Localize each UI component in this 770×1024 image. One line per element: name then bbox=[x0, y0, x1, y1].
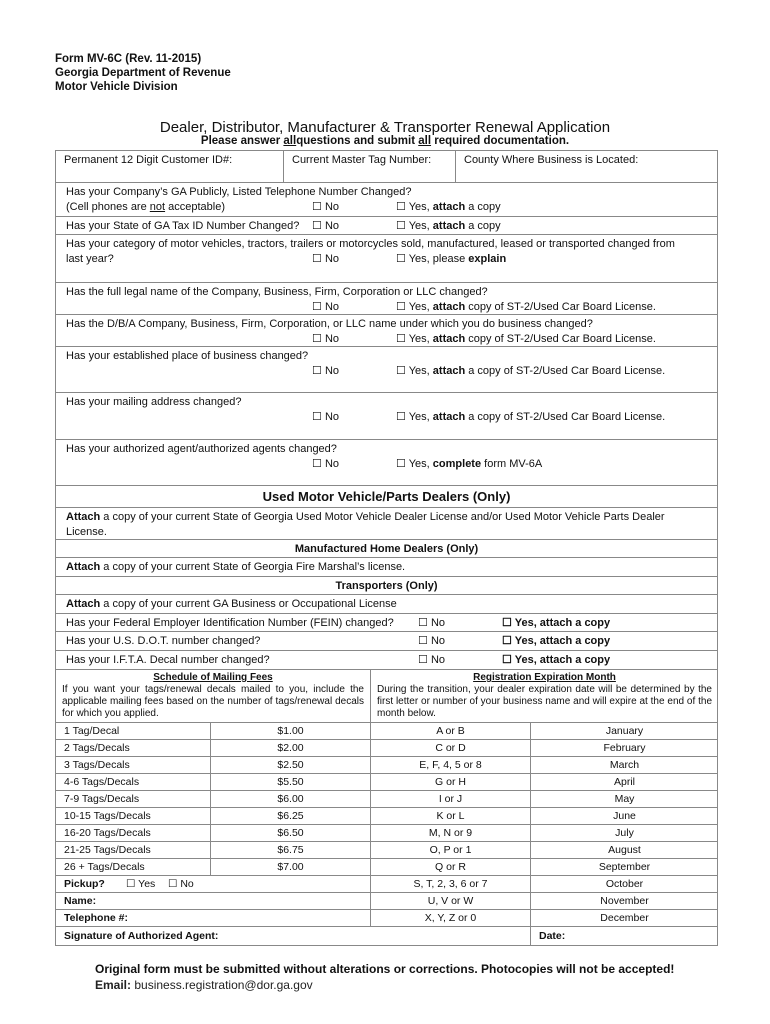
fee-amount: $6.50 bbox=[211, 825, 371, 841]
question-text: Has your Company’s GA Publicly, Listed Telephone Number Changed? bbox=[66, 186, 412, 198]
letters: U, V or W bbox=[371, 893, 531, 909]
instructions: Please answer allquestions and submit all required documentation. bbox=[200, 135, 570, 147]
letters: O, P or 1 bbox=[371, 842, 531, 858]
fee-amount: $6.75 bbox=[211, 842, 371, 858]
schedule-row bbox=[55, 825, 718, 842]
question-text: Has your mailing address changed? bbox=[66, 396, 242, 408]
name-field[interactable]: Name: bbox=[56, 893, 371, 909]
pickup-no-checkbox[interactable]: ☐ No bbox=[168, 878, 194, 890]
fee-amount: $6.00 bbox=[211, 791, 371, 807]
letters: G or H bbox=[371, 774, 531, 790]
question-text: (Cell phones are not acceptable) bbox=[66, 201, 226, 213]
fee-label: 26 + Tags/Decals bbox=[56, 859, 211, 875]
id-fields-row bbox=[55, 150, 718, 183]
schedule-row bbox=[55, 757, 718, 774]
fee-label: 21-25 Tags/Decals bbox=[56, 842, 211, 858]
no-checkbox[interactable]: ☐ No bbox=[312, 333, 339, 345]
schedule-row bbox=[55, 893, 718, 910]
question-text: Has your category of motor vehicles, tractors, trailers or motorcycles sold, manufactured, leased or transported changed from bbox=[66, 238, 675, 250]
transporters-heading: Transporters (Only) bbox=[55, 577, 718, 595]
yes-checkbox[interactable]: ☐ Yes, please explain bbox=[396, 253, 507, 265]
mailing-fees-info: Schedule of Mailing Fees If you want your tags/renewal decals mailed to you, include the applicable mailing fees based on the number of tags/renewal decals for which you applied. bbox=[56, 670, 371, 722]
schedule-header-row bbox=[55, 670, 718, 723]
month: June bbox=[613, 810, 636, 822]
letters: M, N or 9 bbox=[371, 825, 531, 841]
fee-amount: $1.00 bbox=[211, 723, 371, 739]
yes-checkbox[interactable]: ☐ Yes, attach a copy bbox=[502, 654, 611, 666]
fee-label: 7-9 Tags/Decals bbox=[56, 791, 211, 807]
schedule-row bbox=[55, 740, 718, 757]
fee-label: 4-6 Tags/Decals bbox=[56, 774, 211, 790]
question-dot: Has your U.S. D.O.T. number changed? ☐ No ☐ Yes, attach a copy bbox=[55, 632, 718, 651]
month: January bbox=[605, 725, 644, 737]
no-checkbox[interactable]: ☐ No bbox=[312, 458, 339, 470]
fee-label: 1 Tag/Decal bbox=[56, 723, 211, 739]
letters: E, F, 4, 5 or 8 bbox=[371, 757, 531, 773]
month: August bbox=[608, 844, 641, 856]
expiration-info: Registration Expiration Month During the transition, your dealer expiration date will be determined by the first letter or number of your business name and will expire at the end of the month below. bbox=[377, 672, 712, 719]
yes-checkbox[interactable]: ☐ Yes, attach copy of ST-2/Used Car Board License. bbox=[396, 333, 656, 345]
yes-checkbox[interactable]: ☐ Yes, complete form MV-6A bbox=[396, 458, 543, 470]
letters: X, Y, Z or 0 bbox=[371, 910, 531, 926]
question-dba bbox=[55, 315, 718, 347]
manufactured-instructions: Attach a copy of your current State of Georgia Fire Marshal’s license. bbox=[55, 558, 718, 577]
yes-checkbox[interactable]: ☐ Yes, attach copy of ST-2/Used Car Board License. bbox=[396, 301, 656, 313]
used-dealers-instructions: Attach a copy of your current State of Georgia Used Motor Vehicle Dealer License and/or Used Motor Vehicle Parts Dealer License. bbox=[55, 508, 718, 540]
customer-id-field[interactable]: Permanent 12 Digit Customer ID#: bbox=[56, 151, 284, 182]
yes-checkbox[interactable]: ☐ Yes, attach a copy bbox=[396, 201, 501, 213]
month: February bbox=[603, 742, 646, 754]
question-phone bbox=[55, 183, 718, 217]
no-checkbox[interactable]: ☐ No bbox=[418, 617, 445, 629]
question-fein: Has your Federal Employer Identification Number (FEIN) changed? ☐ No ☐ Yes, attach a copy bbox=[55, 614, 718, 632]
department-name: Georgia Department of Revenue bbox=[55, 67, 231, 79]
transporters-instructions: Attach a copy of your current GA Business or Occupational License bbox=[55, 595, 718, 614]
schedule-row bbox=[55, 910, 718, 927]
form-number: Form MV-6C (Rev. 11-2015) bbox=[55, 53, 202, 65]
yes-checkbox[interactable]: ☐ Yes, attach a copy of ST-2/Used Car Board License. bbox=[396, 411, 666, 423]
signature-field[interactable]: Signature of Authorized Agent: bbox=[56, 927, 531, 945]
month: November bbox=[600, 895, 649, 907]
question-text: Has your State of GA Tax ID Number Changed? bbox=[66, 220, 300, 232]
no-checkbox[interactable]: ☐ No bbox=[312, 253, 339, 265]
no-checkbox[interactable]: ☐ No bbox=[312, 365, 339, 377]
month: March bbox=[609, 759, 640, 771]
question-text: Has your established place of business changed? bbox=[66, 350, 309, 362]
letters: A or B bbox=[371, 723, 531, 739]
date-field[interactable]: Date: bbox=[539, 930, 566, 942]
question-tax-id bbox=[55, 217, 718, 235]
no-checkbox[interactable]: ☐ No bbox=[312, 220, 339, 232]
month: October bbox=[605, 878, 644, 890]
letters: S, T, 2, 3, 6 or 7 bbox=[371, 876, 531, 892]
question-agent bbox=[55, 440, 718, 486]
fee-amount: $7.00 bbox=[211, 859, 371, 875]
schedule-row bbox=[55, 723, 718, 740]
yes-checkbox[interactable]: ☐ Yes, attach a copy bbox=[396, 220, 501, 232]
question-place-of-business bbox=[55, 347, 718, 393]
fee-amount: $6.25 bbox=[211, 808, 371, 824]
question-legal-name bbox=[55, 283, 718, 315]
schedule-row bbox=[55, 808, 718, 825]
month: December bbox=[600, 912, 649, 924]
yes-checkbox[interactable]: ☐ Yes, attach a copy of ST-2/Used Car Board License. bbox=[396, 365, 666, 377]
pickup-field[interactable] bbox=[56, 876, 371, 892]
no-checkbox[interactable]: ☐ No bbox=[312, 301, 339, 313]
fee-label: 16-20 Tags/Decals bbox=[56, 825, 211, 841]
question-text: Has your authorized agent/authorized agents changed? bbox=[66, 443, 337, 455]
month: May bbox=[614, 793, 635, 805]
month: April bbox=[613, 776, 635, 788]
county-field[interactable]: County Where Business is Located: bbox=[464, 154, 639, 166]
master-tag-field[interactable]: Current Master Tag Number: bbox=[284, 151, 456, 182]
page-title: Dealer, Distributor, Manufacturer & Transporter Renewal Application bbox=[159, 119, 611, 136]
schedule-row bbox=[55, 842, 718, 859]
question-ifta: Has your I.F.T.A. Decal number changed? ☐ No ☐ Yes, attach a copy bbox=[55, 651, 718, 670]
footer-email: Email: business.registration@dor.ga.gov bbox=[95, 978, 313, 992]
yes-checkbox[interactable]: ☐ Yes, attach a copy bbox=[502, 617, 611, 629]
month: September bbox=[598, 861, 651, 873]
email-link[interactable]: business.registration@dor.ga.gov bbox=[134, 978, 313, 992]
telephone-field[interactable]: Telephone #: bbox=[56, 910, 371, 926]
no-checkbox[interactable]: ☐ No bbox=[312, 201, 339, 213]
letters: I or J bbox=[371, 791, 531, 807]
no-checkbox[interactable]: ☐ No bbox=[312, 411, 339, 423]
question-category bbox=[55, 235, 718, 283]
no-checkbox[interactable]: ☐ No bbox=[418, 635, 445, 647]
used-dealers-heading: Used Motor Vehicle/Parts Dealers (Only) bbox=[55, 486, 718, 508]
fee-label: 10-15 Tags/Decals bbox=[56, 808, 211, 824]
schedule-row bbox=[55, 876, 718, 893]
manufactured-heading: Manufactured Home Dealers (Only) bbox=[55, 540, 718, 558]
fee-amount: $2.50 bbox=[211, 757, 371, 773]
pickup-label: Pickup? bbox=[64, 878, 105, 890]
division-name: Motor Vehicle Division bbox=[55, 81, 178, 93]
schedule-row bbox=[55, 791, 718, 808]
question-text: Has the D/B/A Company, Business, Firm, Corporation, or LLC name under which you do business changed? bbox=[66, 318, 593, 330]
letters: Q or R bbox=[371, 859, 531, 875]
fee-label: 2 Tags/Decals bbox=[56, 740, 211, 756]
footer-notice: Original form must be submitted without alterations or corrections. Photocopies will not be accepted! bbox=[95, 962, 675, 976]
no-checkbox[interactable]: ☐ No bbox=[418, 654, 445, 666]
schedule-row bbox=[55, 859, 718, 876]
question-mailing-address bbox=[55, 393, 718, 440]
pickup-yes-checkbox[interactable]: ☐ Yes bbox=[126, 878, 156, 890]
fee-amount: $2.00 bbox=[211, 740, 371, 756]
question-text: Has the full legal name of the Company, Business, Firm, Corporation or LLC changed? bbox=[66, 286, 488, 298]
fee-amount: $5.50 bbox=[211, 774, 371, 790]
schedule-row bbox=[55, 774, 718, 791]
signature-row bbox=[55, 927, 718, 946]
month: July bbox=[615, 827, 634, 839]
letters: K or L bbox=[371, 808, 531, 824]
fee-label: 3 Tags/Decals bbox=[56, 757, 211, 773]
yes-checkbox[interactable]: ☐ Yes, attach a copy bbox=[502, 635, 611, 647]
question-text: last year? bbox=[66, 253, 114, 265]
letters: C or D bbox=[371, 740, 531, 756]
